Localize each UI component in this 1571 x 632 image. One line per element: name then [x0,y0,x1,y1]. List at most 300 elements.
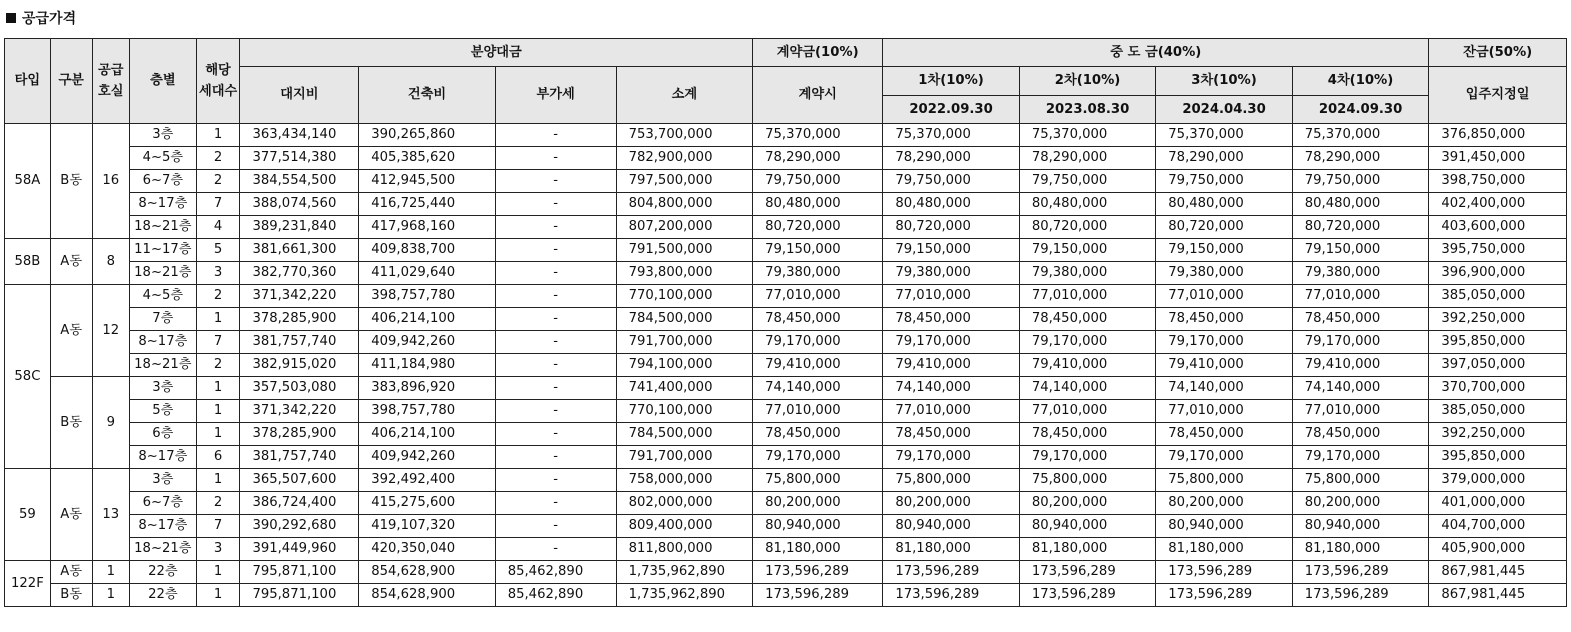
floor-cell: 18~21층 [130,262,197,285]
floor-cell: 18~21층 [130,538,197,561]
land-cell: 382,770,360 [240,262,359,285]
m2-cell: 74,140,000 [1019,377,1155,400]
type-cell: 58B [5,239,51,285]
floor-cell: 3층 [130,124,197,147]
land-cell: 384,554,500 [240,170,359,193]
count-cell: 7 [196,193,240,216]
contract-cell: 77,010,000 [753,400,883,423]
floor-cell: 18~21층 [130,216,197,239]
construction-cell: 417,968,160 [359,216,495,239]
construction-cell: 390,265,860 [359,124,495,147]
vat-cell: - [495,147,616,170]
balance-cell: 385,050,000 [1429,400,1567,423]
construction-cell: 854,628,900 [359,584,495,607]
land-cell: 371,342,220 [240,400,359,423]
type-cell: 122F [5,561,51,607]
floor-cell: 8~17층 [130,331,197,354]
balance-cell: 376,850,000 [1429,124,1567,147]
balance-cell: 395,850,000 [1429,331,1567,354]
m3-cell: 79,380,000 [1156,262,1292,285]
floor-cell: 3층 [130,377,197,400]
land-cell: 386,724,400 [240,492,359,515]
m1-cell: 74,140,000 [883,377,1019,400]
construction-cell: 405,385,620 [359,147,495,170]
construction-cell: 854,628,900 [359,561,495,584]
floor-cell: 4~5층 [130,147,197,170]
table-row [5,239,1567,262]
count-cell: 2 [196,147,240,170]
m4-cell: 77,010,000 [1292,400,1429,423]
balance-cell: 395,850,000 [1429,446,1567,469]
m1-cell: 75,370,000 [883,124,1019,147]
vat-cell: - [495,285,616,308]
count-cell: 2 [196,170,240,193]
construction-cell: 398,757,780 [359,400,495,423]
m1-cell: 173,596,289 [883,561,1019,584]
header-type: 타입 [5,39,51,124]
table-row [5,262,1567,285]
m3-cell: 78,290,000 [1156,147,1292,170]
dong-cell: A동 [50,469,92,561]
m1-cell: 79,170,000 [883,446,1019,469]
construction-cell: 406,214,100 [359,423,495,446]
vat-cell: - [495,538,616,561]
table-row [5,469,1567,492]
dong-cell: B동 [50,584,92,607]
m4-cell: 77,010,000 [1292,285,1429,308]
contract-cell: 80,940,000 [753,515,883,538]
m3-cell: 173,596,289 [1156,561,1292,584]
type-cell: 58A [5,124,51,239]
header-units: 공급 호실 [92,39,130,124]
header-m4: 4차(10%) [1292,67,1429,96]
construction-cell: 383,896,920 [359,377,495,400]
count-cell: 5 [196,239,240,262]
count-cell: 2 [196,285,240,308]
contract-cell: 79,170,000 [753,446,883,469]
land-cell: 377,514,380 [240,147,359,170]
m3-cell: 173,596,289 [1156,584,1292,607]
count-cell: 1 [196,377,240,400]
header-balance-sub: 입주지정일 [1429,67,1567,124]
m4-cell: 78,450,000 [1292,423,1429,446]
table-row [5,193,1567,216]
subtotal-cell: 782,900,000 [616,147,753,170]
m4-cell: 173,596,289 [1292,584,1429,607]
m3-cell: 77,010,000 [1156,400,1292,423]
m1-cell: 79,410,000 [883,354,1019,377]
dong-cell: A동 [50,561,92,584]
m3-cell: 79,150,000 [1156,239,1292,262]
m3-cell: 79,750,000 [1156,170,1292,193]
contract-cell: 75,370,000 [753,124,883,147]
subtotal-cell: 1,735,962,890 [616,584,753,607]
header-m1: 1차(10%) [883,67,1019,96]
count-cell: 1 [196,423,240,446]
vat-cell: - [495,216,616,239]
count-cell: 1 [196,308,240,331]
vat-cell: - [495,377,616,400]
construction-cell: 411,184,980 [359,354,495,377]
subtotal-cell: 1,735,962,890 [616,561,753,584]
table-row [5,584,1567,607]
m1-cell: 173,596,289 [883,584,1019,607]
m3-cell: 77,010,000 [1156,285,1292,308]
floor-cell: 8~17층 [130,515,197,538]
type-cell: 59 [5,469,51,561]
construction-cell: 420,350,040 [359,538,495,561]
m2-cell: 81,180,000 [1019,538,1155,561]
m3-cell: 78,450,000 [1156,423,1292,446]
balance-cell: 370,700,000 [1429,377,1567,400]
m2-cell: 80,480,000 [1019,193,1155,216]
header-vat: 부가세 [495,67,616,124]
land-cell: 381,757,740 [240,331,359,354]
balance-cell: 397,050,000 [1429,354,1567,377]
count-cell: 3 [196,538,240,561]
m3-cell: 78,450,000 [1156,308,1292,331]
units-cell: 8 [92,239,130,285]
m4-cell: 80,200,000 [1292,492,1429,515]
header-subtotal: 소계 [616,67,753,124]
contract-cell: 77,010,000 [753,285,883,308]
vat-cell: 85,462,890 [495,561,616,584]
m1-cell: 78,450,000 [883,423,1019,446]
contract-cell: 81,180,000 [753,538,883,561]
m2-cell: 79,410,000 [1019,354,1155,377]
construction-cell: 419,107,320 [359,515,495,538]
m3-cell: 79,170,000 [1156,446,1292,469]
table-row [5,400,1567,423]
table-row [5,216,1567,239]
construction-cell: 406,214,100 [359,308,495,331]
subtotal-cell: 793,800,000 [616,262,753,285]
m4-cell: 81,180,000 [1292,538,1429,561]
contract-cell: 80,480,000 [753,193,883,216]
m4-cell: 75,370,000 [1292,124,1429,147]
contract-cell: 78,450,000 [753,423,883,446]
units-cell: 16 [92,124,130,239]
floor-cell: 6층 [130,423,197,446]
m2-cell: 79,170,000 [1019,331,1155,354]
m1-cell: 79,170,000 [883,331,1019,354]
land-cell: 795,871,100 [240,561,359,584]
land-cell: 365,507,600 [240,469,359,492]
table-row [5,147,1567,170]
floor-cell: 7층 [130,308,197,331]
m2-cell: 79,750,000 [1019,170,1155,193]
floor-cell: 6~7층 [130,492,197,515]
m1-cell: 79,750,000 [883,170,1019,193]
header-land: 대지비 [240,67,359,124]
m3-cell: 81,180,000 [1156,538,1292,561]
header-contract: 계약금(10%) [753,39,883,67]
m2-cell: 80,200,000 [1019,492,1155,515]
count-cell: 1 [196,561,240,584]
table-row [5,446,1567,469]
count-cell: 1 [196,400,240,423]
construction-cell: 409,838,700 [359,239,495,262]
units-cell: 9 [92,377,130,469]
m2-cell: 78,450,000 [1019,308,1155,331]
contract-cell: 79,750,000 [753,170,883,193]
vat-cell: - [495,515,616,538]
table-row [5,331,1567,354]
section-title-text: 공급가격 [22,11,77,27]
construction-cell: 416,725,440 [359,193,495,216]
m1-cell: 80,200,000 [883,492,1019,515]
header-m3: 3차(10%) [1156,67,1292,96]
construction-cell: 409,942,260 [359,331,495,354]
header-count: 해당 세대수 [196,39,240,124]
land-cell: 795,871,100 [240,584,359,607]
land-cell: 381,757,740 [240,446,359,469]
table-row [5,170,1567,193]
construction-cell: 412,945,500 [359,170,495,193]
m3-cell: 80,940,000 [1156,515,1292,538]
balance-cell: 385,050,000 [1429,285,1567,308]
balance-cell: 396,900,000 [1429,262,1567,285]
units-cell: 1 [92,561,130,584]
m2-cell: 173,596,289 [1019,584,1155,607]
construction-cell: 409,942,260 [359,446,495,469]
floor-cell: 4~5층 [130,285,197,308]
m4-cell: 75,800,000 [1292,469,1429,492]
m4-cell: 79,170,000 [1292,331,1429,354]
units-cell: 1 [92,584,130,607]
m2-cell: 77,010,000 [1019,285,1155,308]
subtotal-cell: 804,800,000 [616,193,753,216]
section-title [6,8,76,28]
table-row [5,124,1567,147]
floor-cell: 8~17층 [130,446,197,469]
m4-cell: 79,750,000 [1292,170,1429,193]
header-d2: 2023.08.30 [1019,96,1155,124]
land-cell: 389,231,840 [240,216,359,239]
table-row [5,538,1567,561]
subtotal-cell: 753,700,000 [616,124,753,147]
count-cell: 2 [196,354,240,377]
supply-price-table [4,38,1567,607]
contract-cell: 74,140,000 [753,377,883,400]
subtotal-cell: 784,500,000 [616,308,753,331]
m4-cell: 78,290,000 [1292,147,1429,170]
construction-cell: 398,757,780 [359,285,495,308]
m1-cell: 80,720,000 [883,216,1019,239]
balance-cell: 403,600,000 [1429,216,1567,239]
m3-cell: 80,200,000 [1156,492,1292,515]
subtotal-cell: 770,100,000 [616,285,753,308]
balance-cell: 392,250,000 [1429,308,1567,331]
m3-cell: 80,480,000 [1156,193,1292,216]
contract-cell: 79,170,000 [753,331,883,354]
vat-cell: - [495,170,616,193]
balance-cell: 404,700,000 [1429,515,1567,538]
balance-cell: 402,400,000 [1429,193,1567,216]
m1-cell: 78,290,000 [883,147,1019,170]
subtotal-cell: 791,700,000 [616,331,753,354]
count-cell: 7 [196,515,240,538]
table-row [5,354,1567,377]
m1-cell: 79,380,000 [883,262,1019,285]
vat-cell: - [495,469,616,492]
header-floor: 층별 [130,39,197,124]
balance-cell: 398,750,000 [1429,170,1567,193]
floor-cell: 18~21층 [130,354,197,377]
balance-cell: 391,450,000 [1429,147,1567,170]
subtotal-cell: 797,500,000 [616,170,753,193]
floor-cell: 11~17층 [130,239,197,262]
m2-cell: 78,450,000 [1019,423,1155,446]
contract-cell: 79,380,000 [753,262,883,285]
m4-cell: 79,150,000 [1292,239,1429,262]
m4-cell: 80,480,000 [1292,193,1429,216]
count-cell: 4 [196,216,240,239]
contract-cell: 80,720,000 [753,216,883,239]
contract-cell: 79,150,000 [753,239,883,262]
m1-cell: 80,480,000 [883,193,1019,216]
m3-cell: 75,370,000 [1156,124,1292,147]
contract-cell: 173,596,289 [753,561,883,584]
subtotal-cell: 807,200,000 [616,216,753,239]
m3-cell: 79,170,000 [1156,331,1292,354]
land-cell: 357,503,080 [240,377,359,400]
vat-cell: - [495,124,616,147]
header-balance: 잔금(50%) [1429,39,1567,67]
m1-cell: 81,180,000 [883,538,1019,561]
balance-cell: 379,000,000 [1429,469,1567,492]
units-cell: 13 [92,469,130,561]
contract-cell: 79,410,000 [753,354,883,377]
construction-cell: 411,029,640 [359,262,495,285]
vat-cell: 85,462,890 [495,584,616,607]
count-cell: 3 [196,262,240,285]
table-row [5,561,1567,584]
dong-cell: A동 [50,239,92,285]
count-cell: 6 [196,446,240,469]
table-row [5,285,1567,308]
m2-cell: 79,150,000 [1019,239,1155,262]
m2-cell: 79,380,000 [1019,262,1155,285]
m2-cell: 75,800,000 [1019,469,1155,492]
header-middle-payment: 중 도 금(40%) [883,39,1429,67]
m2-cell: 80,720,000 [1019,216,1155,239]
vat-cell: - [495,354,616,377]
m4-cell: 74,140,000 [1292,377,1429,400]
square-bullet-icon [6,13,16,23]
subtotal-cell: 802,000,000 [616,492,753,515]
vat-cell: - [495,446,616,469]
table-row [5,492,1567,515]
land-cell: 371,342,220 [240,285,359,308]
construction-cell: 392,492,400 [359,469,495,492]
balance-cell: 867,981,445 [1429,561,1567,584]
floor-cell: 22층 [130,561,197,584]
m3-cell: 75,800,000 [1156,469,1292,492]
land-cell: 382,915,020 [240,354,359,377]
construction-cell: 415,275,600 [359,492,495,515]
dong-cell: B동 [50,377,92,469]
count-cell: 7 [196,331,240,354]
contract-cell: 78,290,000 [753,147,883,170]
subtotal-cell: 741,400,000 [616,377,753,400]
m2-cell: 77,010,000 [1019,400,1155,423]
floor-cell: 8~17층 [130,193,197,216]
table-body [5,124,1567,607]
m4-cell: 80,940,000 [1292,515,1429,538]
table-row [5,377,1567,400]
land-cell: 390,292,680 [240,515,359,538]
floor-cell: 3층 [130,469,197,492]
m4-cell: 79,170,000 [1292,446,1429,469]
land-cell: 388,074,560 [240,193,359,216]
units-cell: 12 [92,285,130,377]
balance-cell: 395,750,000 [1429,239,1567,262]
contract-cell: 173,596,289 [753,584,883,607]
subtotal-cell: 791,500,000 [616,239,753,262]
subtotal-cell: 758,000,000 [616,469,753,492]
balance-cell: 401,000,000 [1429,492,1567,515]
m4-cell: 79,410,000 [1292,354,1429,377]
subtotal-cell: 794,100,000 [616,354,753,377]
m2-cell: 75,370,000 [1019,124,1155,147]
m1-cell: 77,010,000 [883,400,1019,423]
header-d3: 2024.04.30 [1156,96,1292,124]
vat-cell: - [495,331,616,354]
dong-cell: B동 [50,124,92,239]
land-cell: 391,449,960 [240,538,359,561]
land-cell: 381,661,300 [240,239,359,262]
vat-cell: - [495,193,616,216]
floor-cell: 5층 [130,400,197,423]
floor-cell: 22층 [130,584,197,607]
subtotal-cell: 791,700,000 [616,446,753,469]
table-row [5,423,1567,446]
header-dong: 구분 [50,39,92,124]
header-d1: 2022.09.30 [883,96,1019,124]
contract-cell: 80,200,000 [753,492,883,515]
floor-cell: 6~7층 [130,170,197,193]
table-row [5,515,1567,538]
header-m2: 2차(10%) [1019,67,1155,96]
m4-cell: 79,380,000 [1292,262,1429,285]
m3-cell: 79,410,000 [1156,354,1292,377]
m1-cell: 75,800,000 [883,469,1019,492]
m1-cell: 78,450,000 [883,308,1019,331]
vat-cell: - [495,239,616,262]
count-cell: 1 [196,584,240,607]
land-cell: 378,285,900 [240,423,359,446]
vat-cell: - [495,423,616,446]
land-cell: 378,285,900 [240,308,359,331]
m1-cell: 80,940,000 [883,515,1019,538]
vat-cell: - [495,308,616,331]
count-cell: 1 [196,124,240,147]
m2-cell: 79,170,000 [1019,446,1155,469]
m2-cell: 78,290,000 [1019,147,1155,170]
m2-cell: 80,940,000 [1019,515,1155,538]
header-contract-sub: 계약시 [753,67,883,124]
count-cell: 2 [196,492,240,515]
m4-cell: 78,450,000 [1292,308,1429,331]
balance-cell: 867,981,445 [1429,584,1567,607]
vat-cell: - [495,400,616,423]
m4-cell: 173,596,289 [1292,561,1429,584]
m3-cell: 74,140,000 [1156,377,1292,400]
dong-cell: A동 [50,285,92,377]
subtotal-cell: 811,800,000 [616,538,753,561]
m3-cell: 80,720,000 [1156,216,1292,239]
